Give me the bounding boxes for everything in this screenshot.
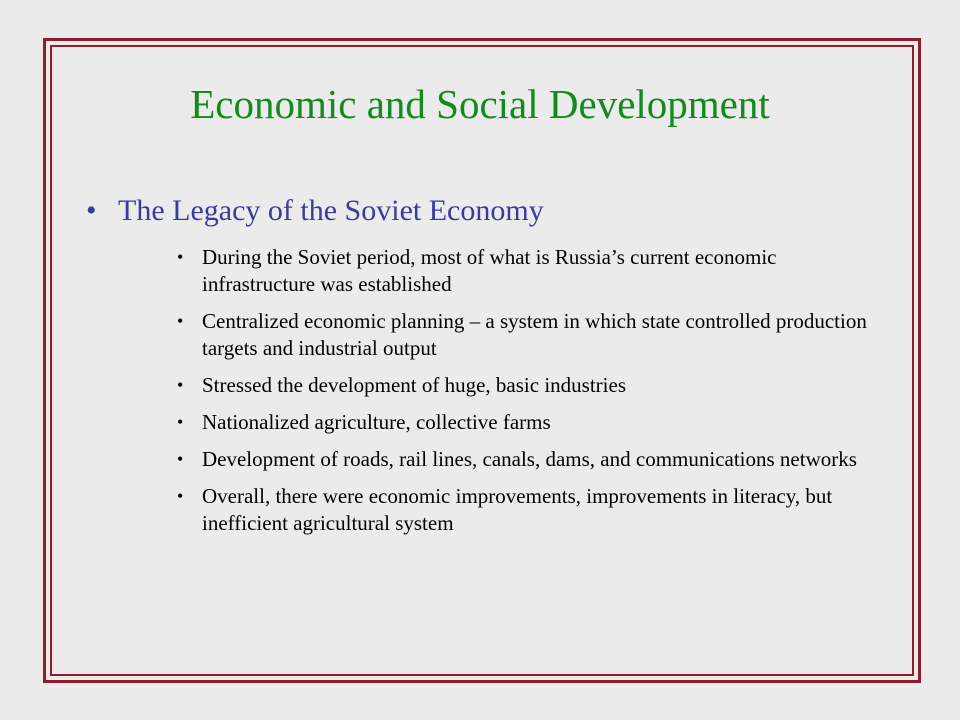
slide-title: Economic and Social Development xyxy=(190,81,770,127)
list-item xyxy=(177,244,877,298)
bullet-icon: • xyxy=(177,412,184,432)
bullet-icon: • xyxy=(177,486,184,506)
bullet-icon: • xyxy=(177,449,184,469)
list-item-text: Overall, there were economic improvements, improvements in literacy, but inefficient agricultural system xyxy=(202,484,833,535)
list-item xyxy=(177,409,877,436)
list-item-text: Stressed the development of huge, basic industries xyxy=(202,373,626,397)
bullet-icon: • xyxy=(177,311,184,331)
list-item-text: During the Soviet period, most of what is Russia’s current economic infrastructure was established xyxy=(202,245,777,296)
list-item-text: Centralized economic planning – a system in which state controlled production targets and industrial output xyxy=(202,309,867,360)
sub-bullet-list xyxy=(177,244,877,547)
list-item xyxy=(177,372,877,399)
list-item-text: Nationalized agriculture, collective farms xyxy=(202,410,551,434)
bullet-icon: • xyxy=(86,194,97,227)
list-item-text: Development of roads, rail lines, canals, dams, and communications networks xyxy=(202,447,857,471)
list-item xyxy=(177,308,877,362)
list-item xyxy=(177,446,877,473)
bullet-icon: • xyxy=(177,375,184,395)
heading-bullet-text: The Legacy of the Soviet Economy xyxy=(118,194,544,227)
bullet-icon: • xyxy=(177,247,184,267)
list-item xyxy=(177,483,877,537)
